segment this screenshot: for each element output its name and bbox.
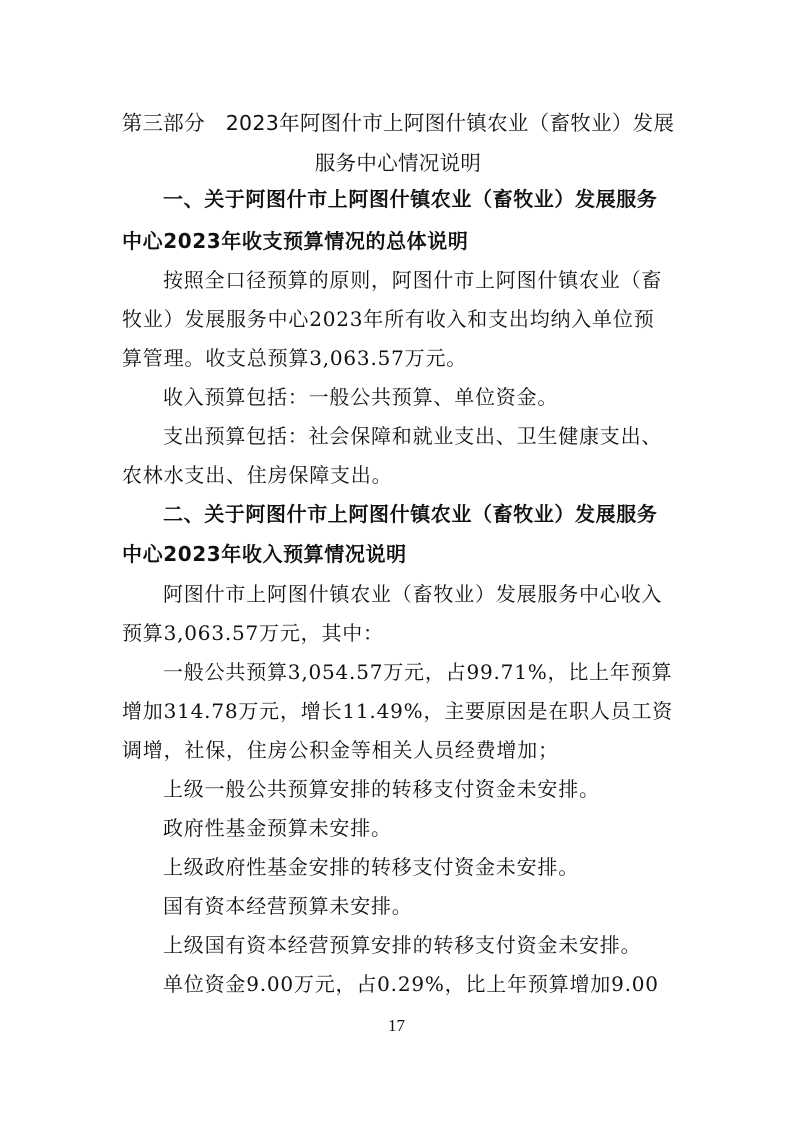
section1-para1-line3: 算管理。收支总预算3,063.57万元。 xyxy=(122,346,468,370)
section2-para1-line2: 预算3,063.57万元，其中： xyxy=(122,621,384,645)
section1-heading-line1: 一、关于阿图什市上阿图什镇农业（畜牧业）发展服务 xyxy=(163,187,658,211)
section2-para5: 上级政府性基金安排的转移支付资金未安排。 xyxy=(163,855,579,879)
section1-para1-line1: 按照全口径预算的原则，阿图什市上阿图什镇农业（畜 xyxy=(163,268,663,292)
section2-heading-line1: 二、关于阿图什市上阿图什镇农业（畜牧业）发展服务 xyxy=(163,502,658,526)
section1-para1-line2: 牧业）发展服务中心2023年所有收入和支出均纳入单位预 xyxy=(122,307,655,331)
page-title-line2: 服务中心情况说明 xyxy=(314,151,482,175)
section1-para2: 收入预算包括：一般公共预算、单位资金。 xyxy=(163,385,559,409)
section1-para3-line1: 支出预算包括：社会保障和就业支出、卫生健康支出、 xyxy=(163,424,663,448)
section1-heading-line2: 中心2023年收支预算情况的总体说明 xyxy=(122,229,469,253)
section2-para6: 国有资本经营预算未安排。 xyxy=(163,894,413,918)
section2-para2-line2: 增加314.78万元，增长11.49%，主要原因是在职人员工资 xyxy=(122,699,674,723)
section2-para7: 上级国有资本经营预算安排的转移支付资金未安排。 xyxy=(163,933,642,957)
section2-para8: 单位资金9.00万元，占0.29%，比上年预算增加9.00 xyxy=(163,972,659,996)
section2-para1-line1: 阿图什市上阿图什镇农业（畜牧业）发展服务中心收入 xyxy=(163,582,663,606)
section2-para2-line1: 一般公共预算3,054.57万元，占99.71%，比上年预算 xyxy=(163,660,673,684)
section2-para4: 政府性基金预算未安排。 xyxy=(163,816,392,840)
page-number: 17 xyxy=(388,1016,405,1035)
section2-heading-line2: 中心2023年收入预算情况说明 xyxy=(122,542,407,566)
section2-para2-line3: 调增，社保，住房公积金等相关人员经费增加； xyxy=(122,738,559,762)
section2-para3: 上级一般公共预算安排的转移支付资金未安排。 xyxy=(163,777,600,801)
section1-para3-line2: 农林水支出、住房保障支出。 xyxy=(122,463,393,487)
page-title-line1: 第三部分 2023年阿图什市上阿图什镇农业（畜牧业）发展 xyxy=(121,111,675,135)
